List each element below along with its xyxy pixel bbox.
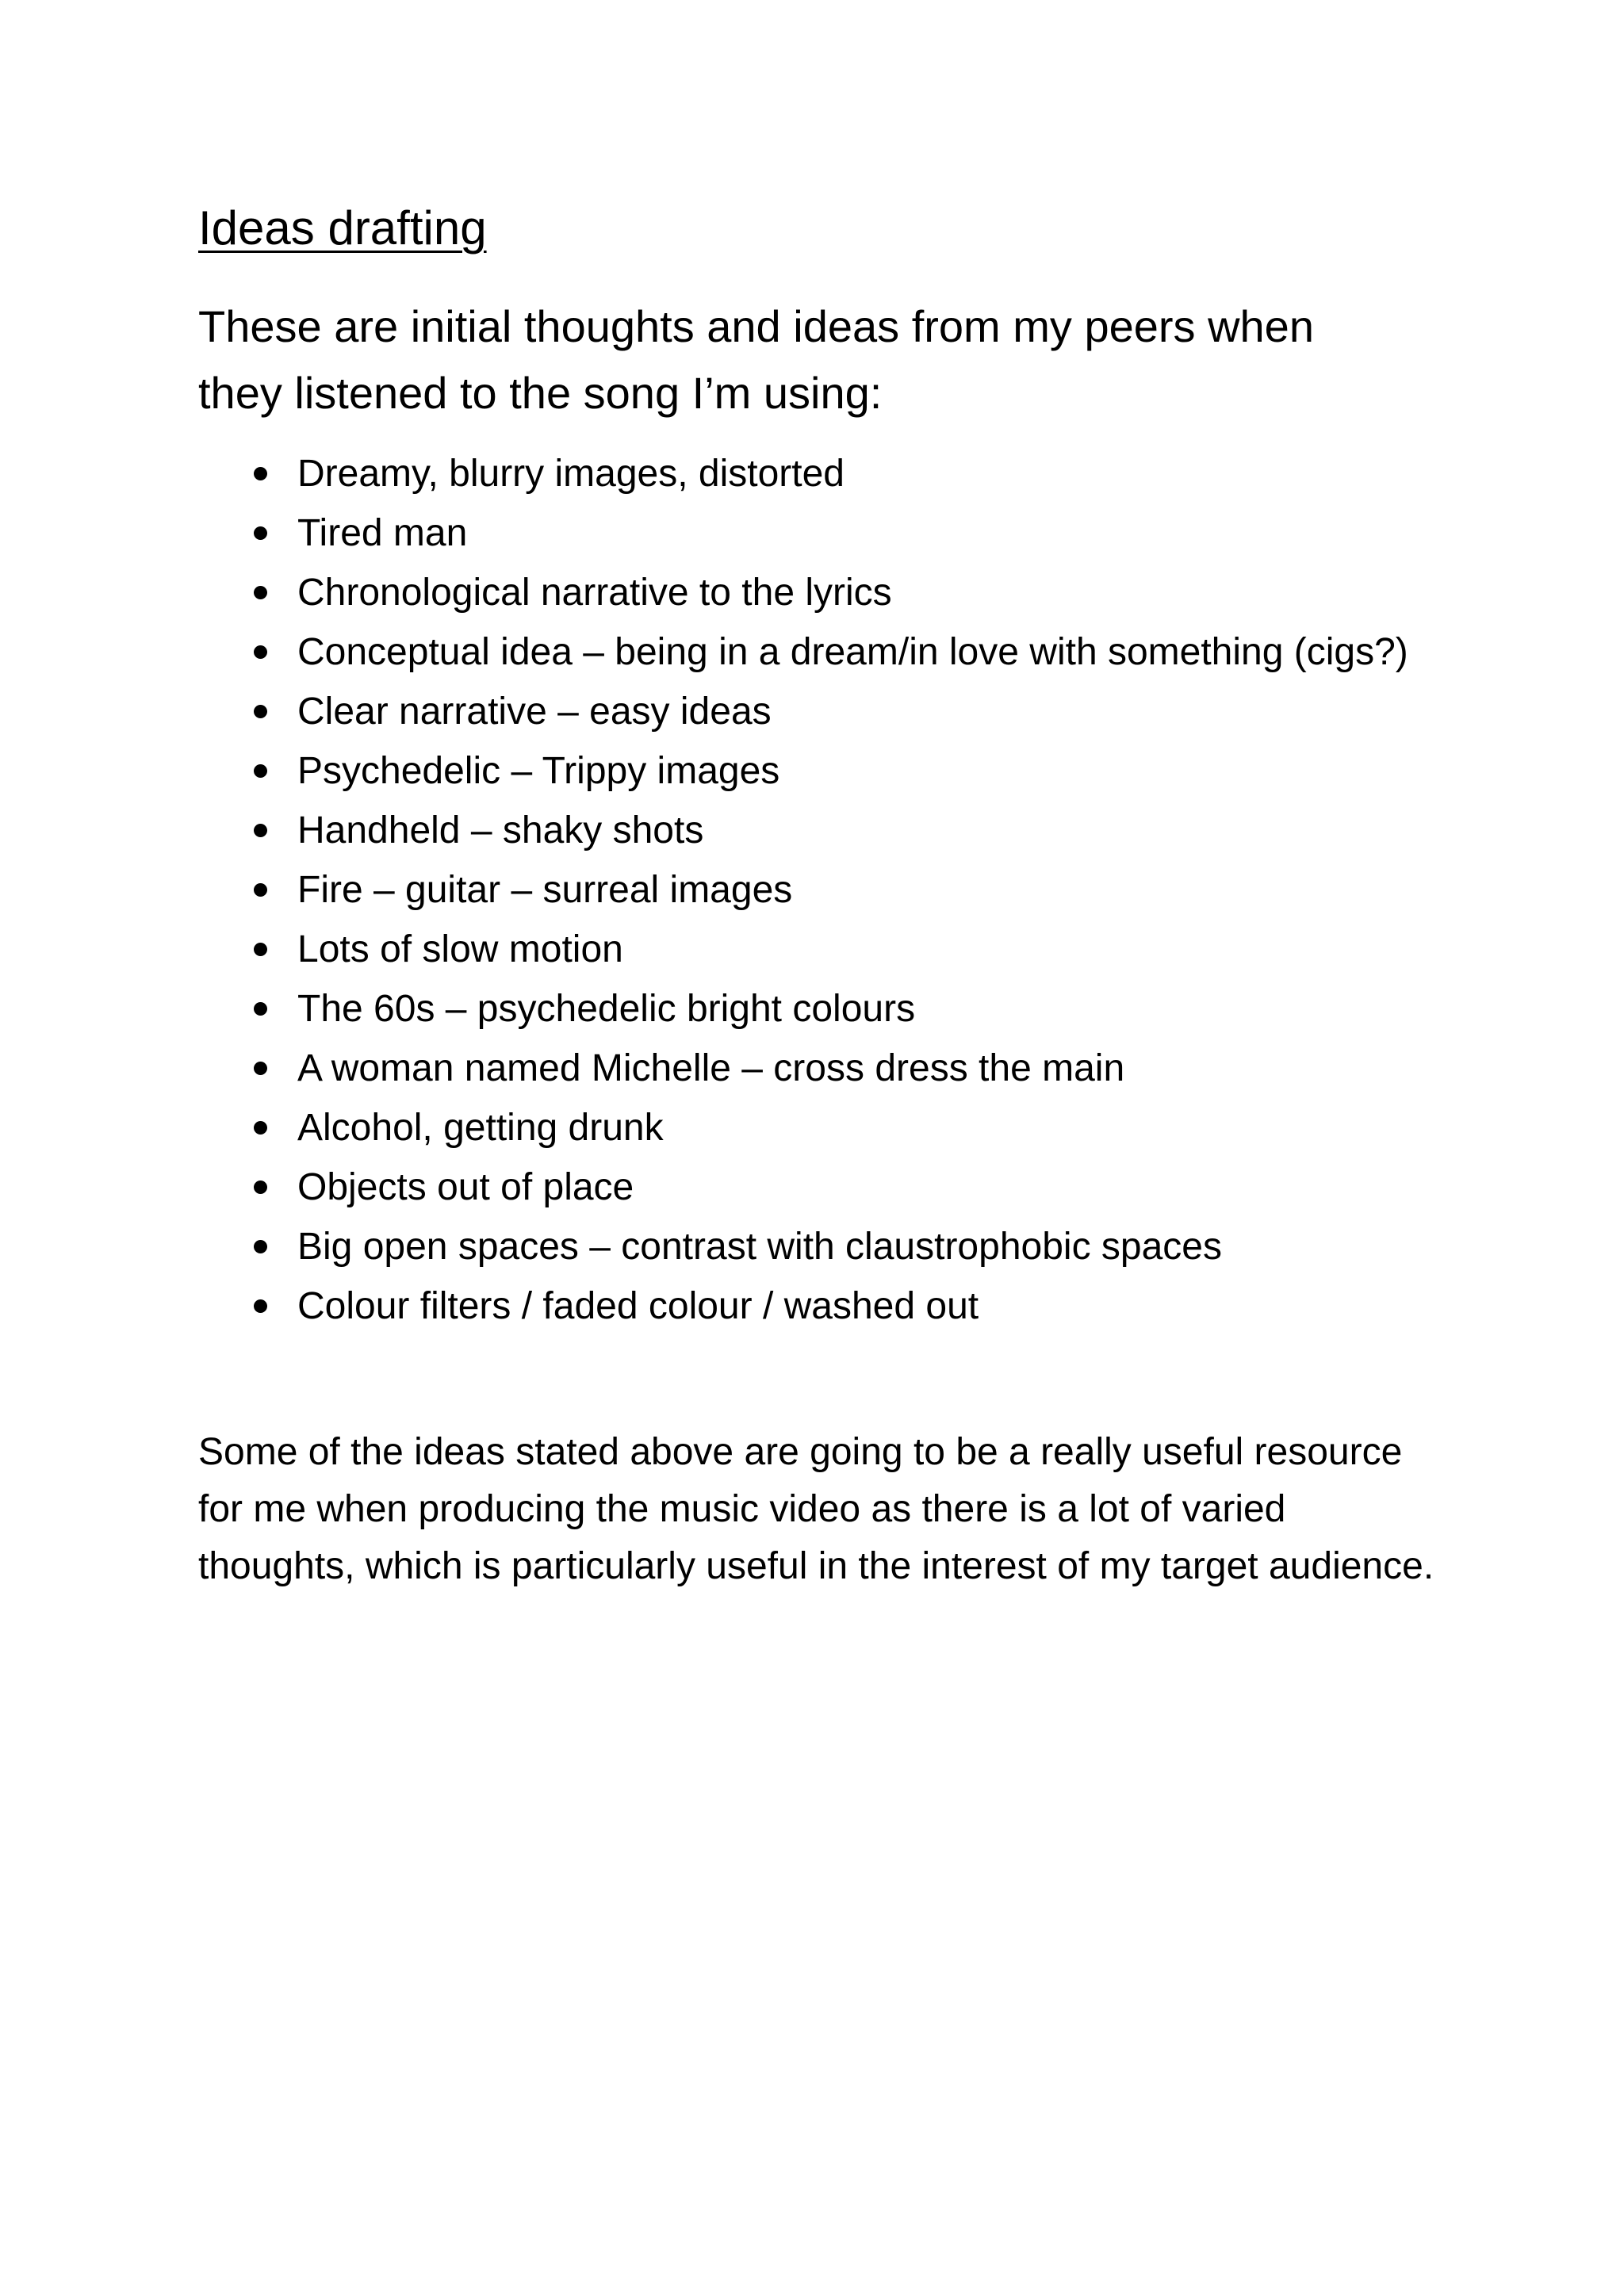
list-item-text: Alcohol, getting drunk	[297, 1107, 664, 1149]
list-item	[198, 801, 1435, 860]
bullet-icon	[254, 1002, 267, 1016]
list-item	[198, 563, 1435, 622]
bullet-icon	[254, 1062, 267, 1075]
list-item	[198, 1276, 1435, 1336]
list-item-text: Psychedelic – Trippy images	[297, 750, 780, 792]
list-item-text: Fire – guitar – surreal images	[297, 869, 793, 911]
list-item-text: Tired man	[297, 512, 468, 554]
list-item-text: Colour filters / faded colour / washed out	[297, 1285, 979, 1327]
list-item	[198, 860, 1435, 920]
list-item-text: Clear narrative – easy ideas	[297, 691, 772, 733]
list-item-text: Big open spaces – contrast with claustrophobic spaces	[297, 1226, 1222, 1268]
bullet-icon	[254, 1299, 267, 1313]
list-item	[198, 1098, 1435, 1158]
list-item-text: Objects out of place	[297, 1166, 634, 1208]
list-item	[198, 503, 1435, 563]
list-item	[198, 979, 1435, 1039]
list-item-text: Chronological narrative to the lyrics	[297, 572, 892, 614]
bullet-icon	[254, 764, 267, 778]
bullet-icon	[254, 1121, 267, 1135]
list-item	[198, 1217, 1435, 1276]
closing-paragraph: Some of the ideas stated above are going to be a really useful resource for me when producing the music video as there is a lot of varied thoughts, which is particularly useful in the interest of my target audience.	[198, 1431, 1434, 1587]
list-item-text: Dreamy, blurry images, distorted	[297, 453, 845, 495]
list-item-text: Conceptual idea – being in a dream/in love with something (cigs?)	[297, 631, 1408, 673]
ideas-list	[198, 444, 1435, 1336]
list-item	[198, 682, 1435, 741]
bullet-icon	[254, 645, 267, 659]
list-item	[198, 1039, 1435, 1098]
page-title: Ideas drafting	[198, 201, 487, 254]
list-item-text: Lots of slow motion	[297, 928, 623, 970]
bullet-icon	[254, 1240, 267, 1253]
list-item	[198, 622, 1435, 682]
bullet-icon	[254, 943, 267, 956]
list-item-text: A woman named Michelle – cross dress the main	[297, 1047, 1125, 1089]
bullet-icon	[254, 883, 267, 897]
bullet-icon	[254, 467, 267, 480]
list-item-text: The 60s – psychedelic bright colours	[297, 988, 916, 1030]
list-item	[198, 920, 1435, 979]
bullet-icon	[254, 586, 267, 599]
list-item	[198, 741, 1435, 801]
bullet-icon	[254, 705, 267, 718]
list-item	[198, 444, 1435, 503]
bullet-icon	[254, 824, 267, 837]
bullet-icon	[254, 526, 267, 540]
list-item	[198, 1158, 1435, 1217]
bullet-icon	[254, 1181, 267, 1194]
intro-paragraph: These are initial thoughts and ideas from my peers when they listened to the song I’m using:	[198, 301, 1314, 418]
list-item-text: Handheld – shaky shots	[297, 809, 704, 851]
